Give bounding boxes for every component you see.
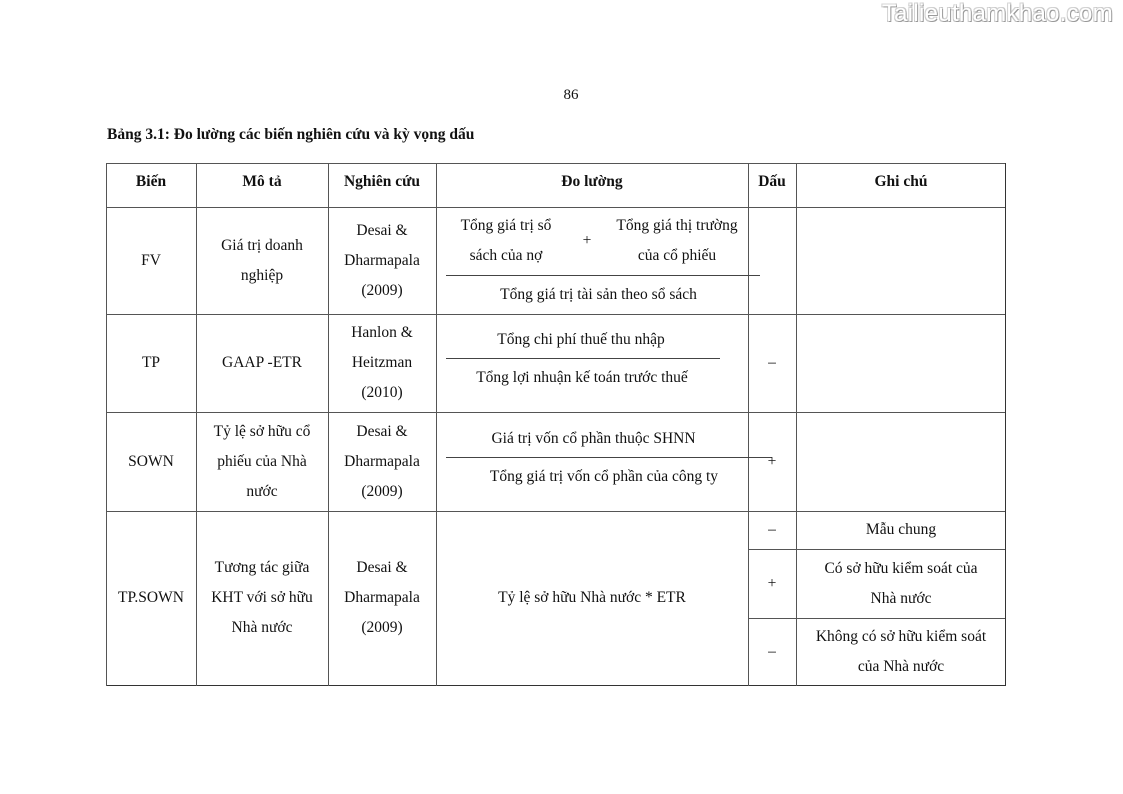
study-line: (2009) bbox=[361, 619, 403, 636]
header-study: Nghiên cứu bbox=[343, 173, 421, 190]
study-line: Desai & bbox=[356, 422, 408, 440]
measurement-table bbox=[106, 163, 1006, 686]
study-line: (2009) bbox=[361, 482, 403, 500]
table-caption: Bảng 3.1: Đo lường các biến nghiên cứu và kỳ vọng dấu bbox=[107, 126, 475, 143]
description-line: Tỷ lệ sở hữu cổ bbox=[213, 422, 311, 440]
description-line: phiếu của Nhà bbox=[217, 452, 307, 470]
sub-row-sign: – bbox=[768, 642, 776, 660]
table-border-bottom bbox=[106, 685, 1006, 686]
row-tpsown-variable: TP.SOWN bbox=[118, 589, 184, 606]
description-line: Tương tác giữa bbox=[214, 559, 310, 576]
study-line: Heitzman bbox=[351, 354, 413, 371]
numerator-left-line: sách của nợ bbox=[469, 247, 543, 264]
row-tp-sign: – bbox=[768, 354, 776, 371]
row-tp-description: GAAP -ETR bbox=[222, 354, 302, 371]
fraction-bar bbox=[446, 457, 772, 458]
sub-row-note bbox=[796, 618, 1006, 685]
numerator: Tổng chi phí thuế thu nhập bbox=[497, 331, 665, 348]
fraction-bar bbox=[446, 358, 720, 359]
row-sown-study bbox=[328, 412, 436, 511]
numerator: Giá trị vốn cổ phần thuộc SHNN bbox=[491, 430, 696, 447]
note-line: Nhà nước bbox=[870, 589, 932, 607]
row-sown-sign: + bbox=[767, 452, 777, 470]
header-sign: Dấu bbox=[758, 173, 786, 190]
study-line: Desai & bbox=[356, 221, 408, 239]
study-line: Dharmapala bbox=[344, 251, 420, 269]
sub-row-note bbox=[796, 549, 1006, 618]
row-tpsown-study bbox=[328, 511, 436, 685]
fraction-bar bbox=[446, 275, 760, 276]
description-line: Giá trị doanh bbox=[221, 236, 303, 254]
sub-row-sign: – bbox=[768, 521, 776, 538]
page-number: 86 bbox=[563, 87, 579, 103]
study-line: Hanlon & bbox=[351, 324, 413, 341]
row-tp-study bbox=[328, 314, 436, 412]
description-line: nghiệp bbox=[240, 266, 284, 284]
header-description: Mô tả bbox=[242, 173, 282, 190]
note-line: của Nhà nước bbox=[857, 657, 945, 675]
header-variable: Biến bbox=[135, 173, 167, 190]
denominator: Tổng giá trị vốn cổ phần của công ty bbox=[489, 468, 719, 485]
header-note: Ghi chú bbox=[874, 173, 928, 190]
row-fv-study bbox=[328, 207, 436, 314]
row-tpsown-measurement: Tỷ lệ sở hữu Nhà nước * ETR bbox=[498, 589, 686, 606]
description-line: KHT với sở hữu bbox=[211, 589, 313, 606]
description-line: Nhà nước bbox=[231, 619, 293, 636]
study-line: Desai & bbox=[356, 559, 408, 576]
numerator-right-line: Tổng giá thị trường bbox=[616, 217, 738, 234]
numerator-right-line: của cổ phiếu bbox=[637, 247, 717, 264]
watermark: Tailieuthamkhao.com bbox=[881, 0, 1113, 27]
denominator: Tổng giá trị tài sản theo sổ sách bbox=[500, 286, 697, 303]
note-line: Không có sở hữu kiểm soát bbox=[815, 627, 987, 645]
study-line: Dharmapala bbox=[344, 452, 420, 470]
study-line: (2009) bbox=[361, 281, 403, 299]
row-tp-variable: TP bbox=[141, 354, 161, 371]
row-fv-sign bbox=[748, 207, 796, 314]
row-sown-description bbox=[196, 412, 328, 511]
sub-row-sign: + bbox=[767, 574, 777, 592]
row-fv-description bbox=[196, 207, 328, 314]
note-line: Có sở hữu kiểm soát của bbox=[824, 559, 978, 577]
plus-operator: + bbox=[582, 232, 592, 249]
denominator: Tổng lợi nhuận kế toán trước thuế bbox=[476, 369, 688, 386]
row-fv-note bbox=[796, 207, 1006, 314]
study-line: Dharmapala bbox=[344, 589, 420, 606]
row-sown-variable: SOWN bbox=[128, 452, 174, 470]
row-sown-note bbox=[796, 412, 1006, 511]
row-tpsown-description bbox=[196, 511, 328, 685]
header-measurement: Đo lường bbox=[561, 173, 623, 190]
numerator-left-line: Tổng giá trị sổ bbox=[460, 217, 552, 234]
row-fv-variable: FV bbox=[141, 251, 161, 269]
study-line: (2010) bbox=[361, 384, 403, 401]
sub-row-note: Mẫu chung bbox=[865, 521, 937, 538]
description-line: nước bbox=[246, 482, 278, 500]
row-tp-note bbox=[796, 314, 1006, 412]
